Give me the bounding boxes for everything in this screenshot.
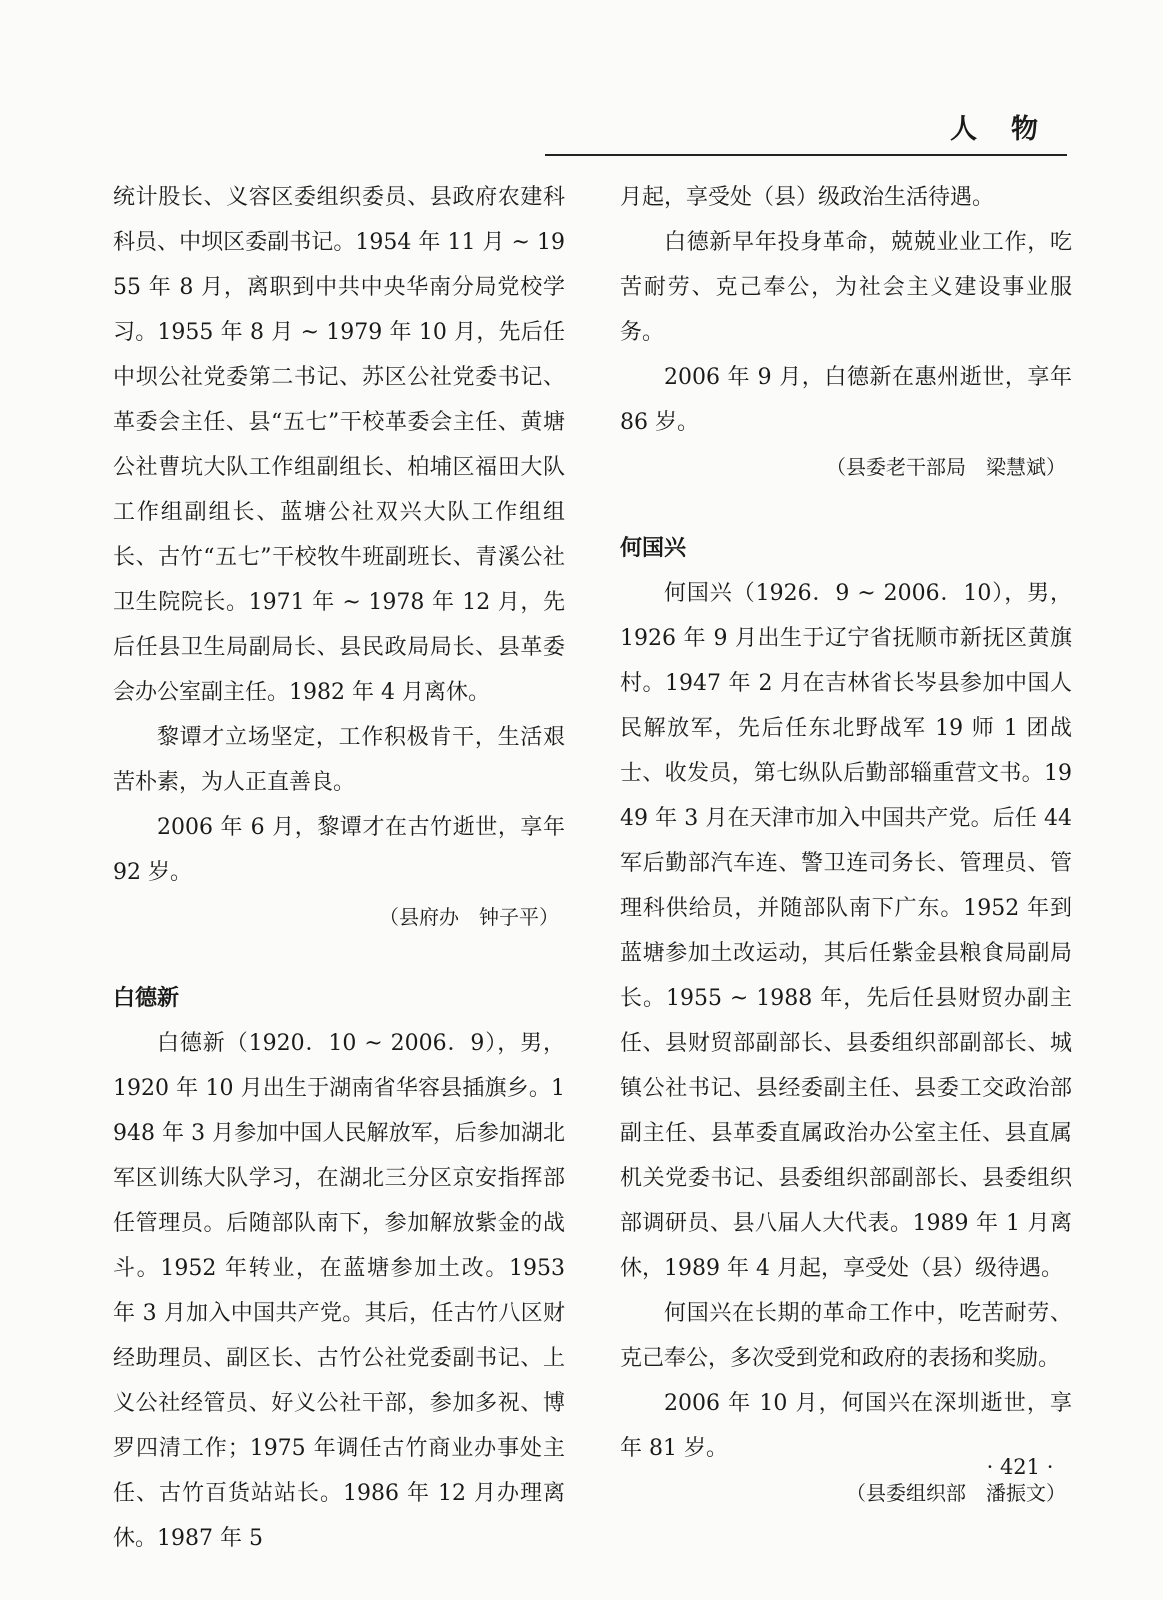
paragraph: 统计股长、义容区委组织委员、县政府农建科科员、中坝区委副书记。1954 年 11 月 ~ 1955 年 8 月，离职到中共中央华南分局党校学习。1955 年 8 月 ~ 1979 年 10 月，先后任中坝公社党委第二书记、苏区公社党委书记、革委会主任、县“五七”干校革委会主任、黄塘公社曹坑大队工作组副组长、柏埔区福田大队工作组副组长、蓝塘公社双兴大队工作组组长、古竹“五七”干校牧牛班副班长、青溪公社卫生院院长。1971 年 ~ 1978 年 12 月，先后任县卫生局副局长、县民政局局长、县革委会办公室副主任。1982 年 4 月离休。 (113, 185, 565, 705)
paragraph: 2006 年 10 月，何国兴在深圳逝世，享年 81 岁。 (620, 1391, 1072, 1461)
header-rule (545, 154, 1067, 156)
left-column (113, 175, 565, 1561)
biography-title: 白德新 (113, 986, 180, 1011)
paragraph: 2006 年 9 月，白德新在惠州逝世，享年 86 岁。 (620, 365, 1072, 435)
author-credit: （县委老干部局 梁慧斌） (826, 455, 1066, 479)
page-number: · 421 · (986, 1455, 1054, 1479)
paragraph: 何国兴在长期的革命工作中，吃苦耐劳、克己奉公，多次受到党和政府的表扬和奖励。 (620, 1301, 1072, 1371)
section-header-title: 人物 (950, 114, 1072, 145)
paragraph: 白德新（1920．10 ~ 2006．9），男，1920 年 10 月出生于湖南省华容县插旗乡。1948 年 3 月参加中国人民解放军，后参加湖北军区训练大队学习，在湖北三分区京安指挥部任管理员。后随部队南下，参加解放紫金的战斗。1952 年转业，在蓝塘参加土改。1953 年 3 月加入中国共产党。其后，任古竹八区财经助理员、副区长、古竹公社党委副书记、上义公社经管员、好义公社干部，参加多祝、博罗四清工作；1975 年调任古竹商业办事处主任、古竹百货站站长。1986 年 12 月办理离休。1987 年 5 (113, 1031, 565, 1551)
section-gap (113, 940, 565, 976)
biography-title: 何国兴 (620, 536, 687, 561)
author-credit: （县府办 钟子平） (379, 905, 559, 929)
section-gap (620, 490, 1072, 526)
paragraph: 2006 年 6 月，黎谭才在古竹逝世，享年 92 岁。 (113, 815, 565, 885)
paragraph: 月起，享受处（县）级政治生活待遇。 (620, 185, 995, 210)
paragraph: 黎谭才立场坚定，工作积极肯干，生活艰苦朴素，为人正直善良。 (113, 725, 565, 795)
paragraph: 何国兴（1926．9 ~ 2006．10），男，1926 年 9 月出生于辽宁省抚顺市新抚区黄旗村。1947 年 2 月在吉林省长岑县参加中国人民解放军，先后任东北野战军 19 师 1 团战士、收发员，第七纵队后勤部辎重营文书。1949 年 3 月在天津市加入中国共产党。后任 44 军后勤部汽车连、警卫连司务长、管理员、管理科供给员，并随部队南下广东。1952 年到蓝塘参加土改运动，其后任紫金县粮食局副局长。1955 ~ 1988 年，先后任县财贸办副主任、县财贸部副部长、县委组织部副部长、城镇公社书记、县经委副主任、县委工交政治部副主任、县革委直属政治办公室主任、县直属机关党委书记、县委组织部副部长、县委组织部调研员、县八届人大代表。1989 年 1 月离休，1989 年 4 月起，享受处（县）级待遇。 (620, 581, 1072, 1281)
paragraph: 白德新早年投身革命，兢兢业业工作，吃苦耐劳、克己奉公，为社会主义建设事业服务。 (620, 230, 1072, 345)
right-column (620, 175, 1072, 1516)
author-credit: （县委组织部 潘振文） (846, 1481, 1066, 1505)
